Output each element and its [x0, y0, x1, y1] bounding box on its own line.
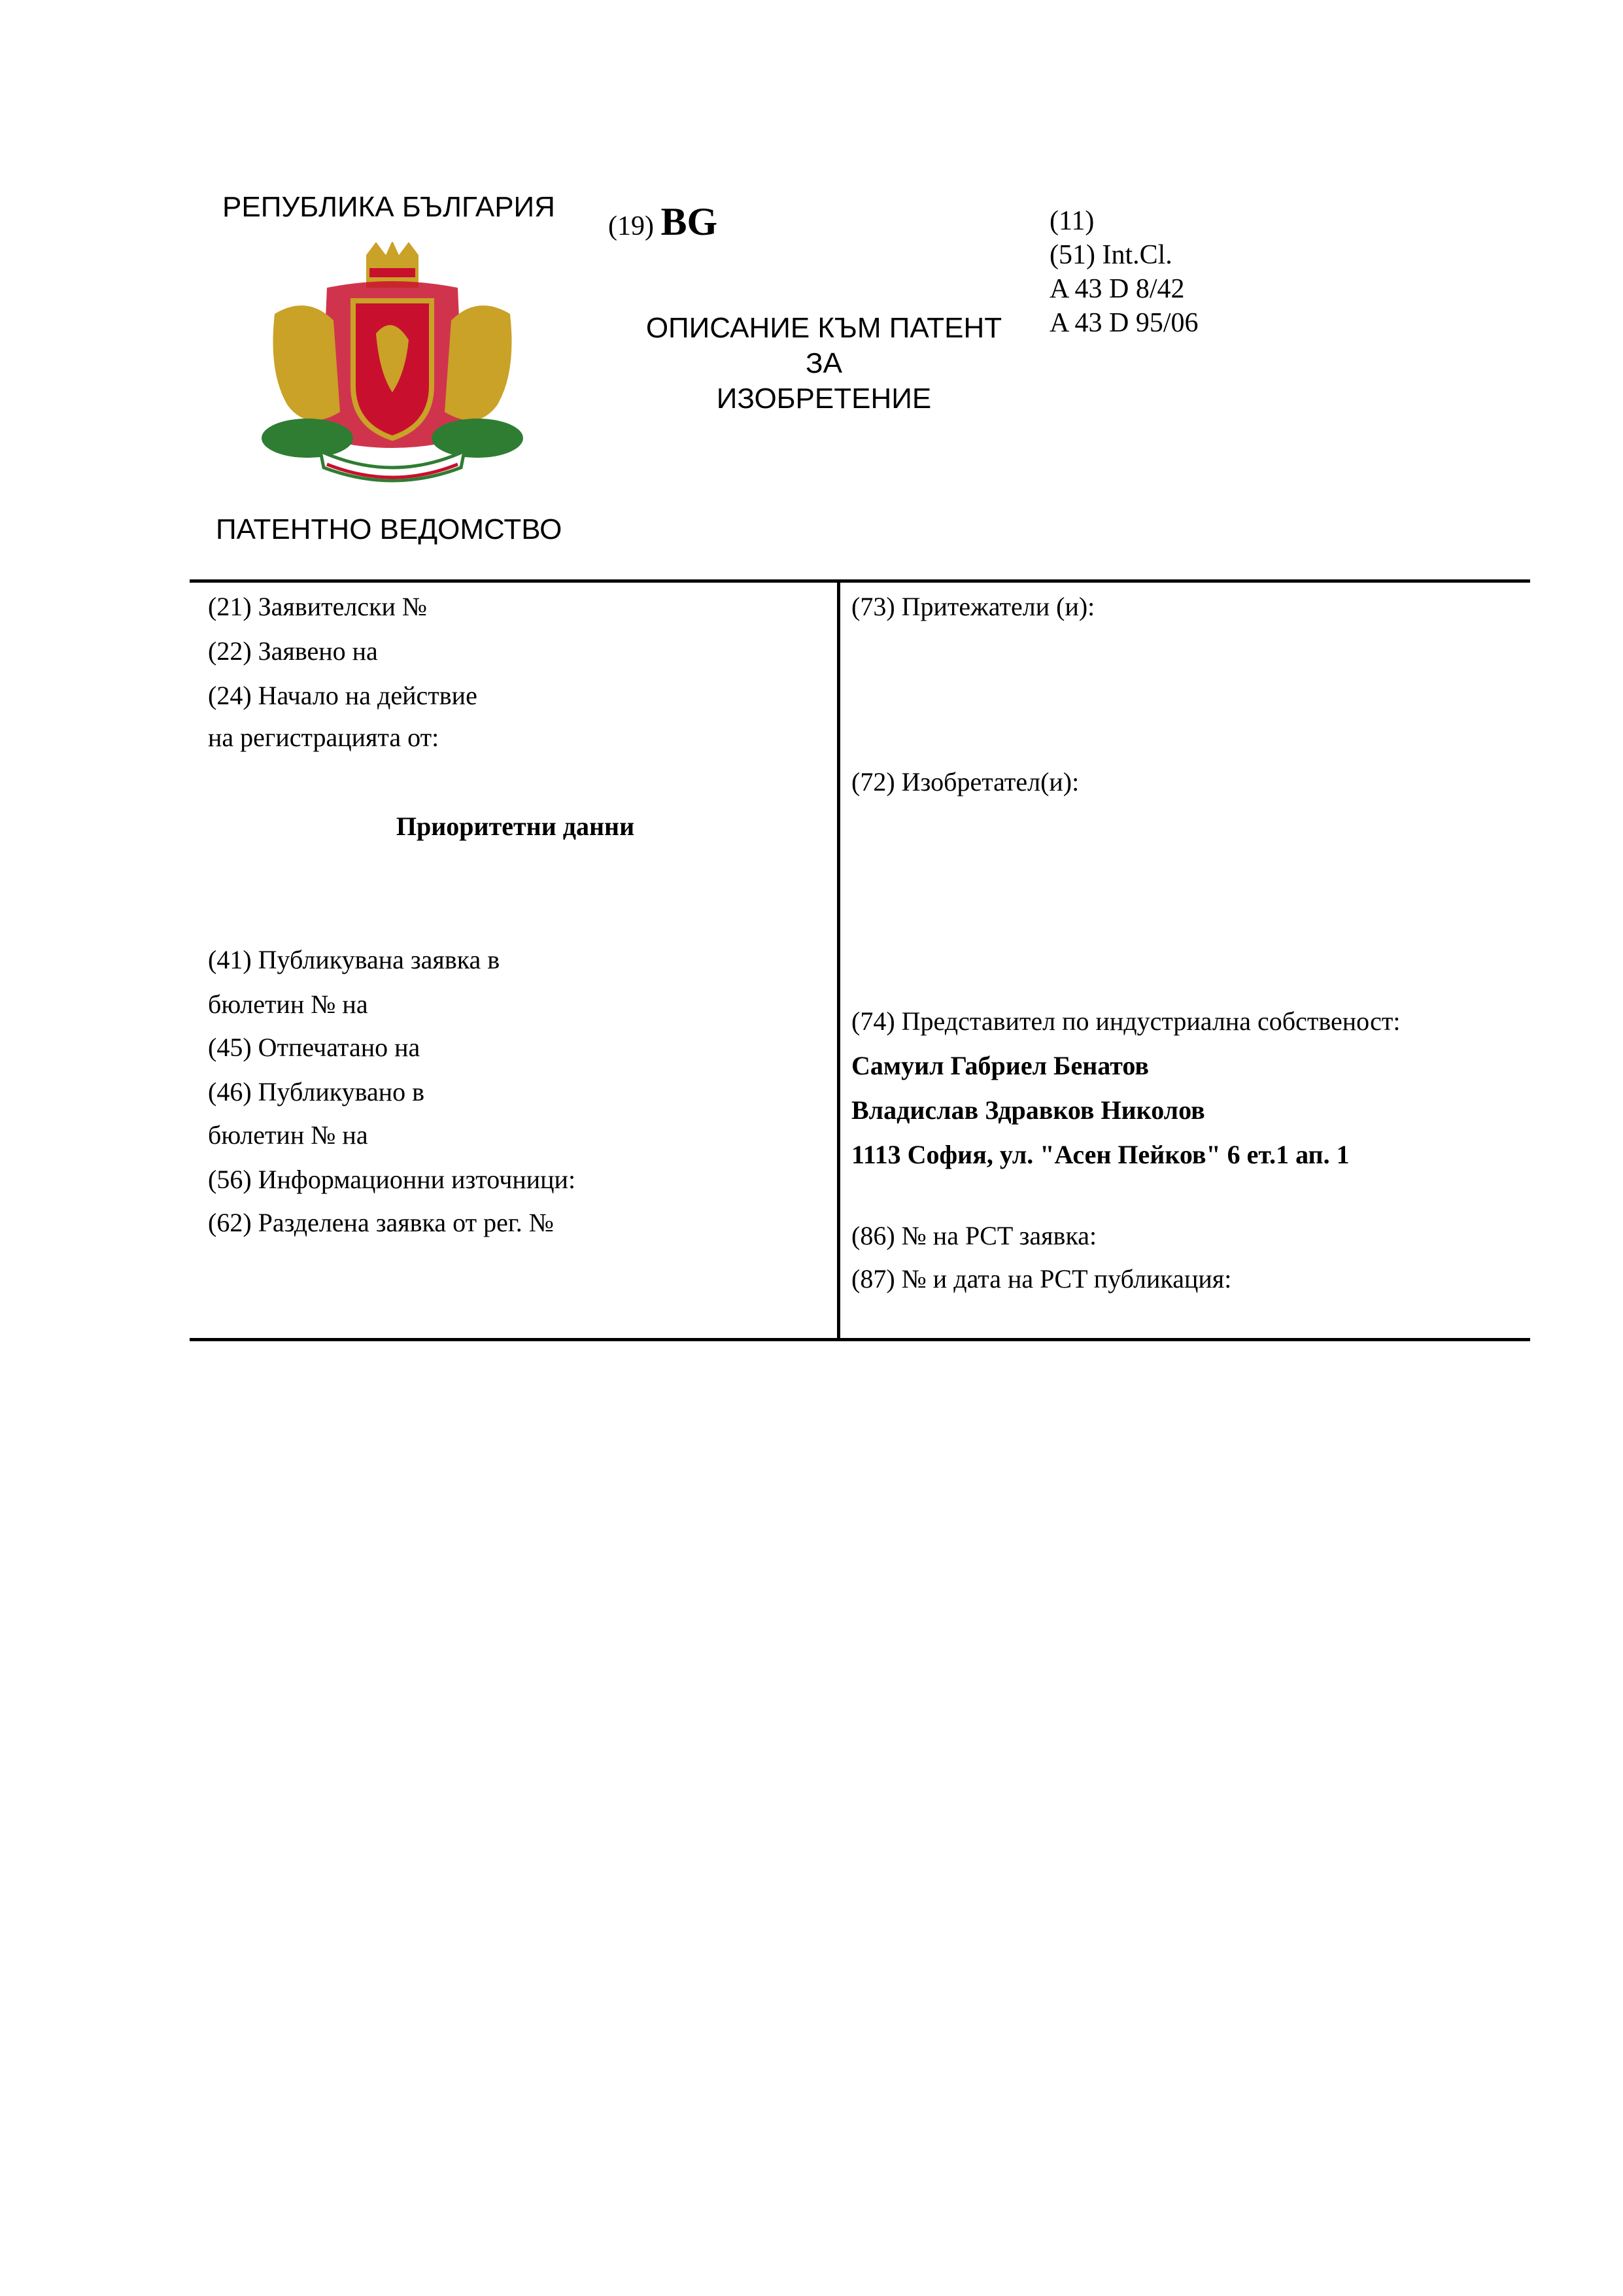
field-24-continued: на регистрацията от: — [208, 723, 439, 752]
field-86: (86) № на PCT заявка: — [851, 1221, 1097, 1250]
document-title-line2: ЗА — [806, 347, 842, 379]
country-name: РЕПУБЛИКА БЪЛГАРИЯ — [222, 191, 555, 223]
representative-address: 1113 София, ул. "Асен Пейков" 6 ет.1 ап. 1 — [851, 1140, 1350, 1169]
field-24: (24) Начало на действие — [208, 681, 477, 710]
field-74: (74) Представител по индустриална собственост: — [851, 1006, 1401, 1036]
field-56: (56) Информационни източници: — [208, 1165, 576, 1194]
field-46-continued: бюлетин № на — [208, 1120, 368, 1150]
table-bottom-rule — [190, 1338, 1530, 1341]
table-top-rule — [190, 579, 1530, 583]
document-title-line3: ИЗОБРЕТЕНИЕ — [716, 383, 932, 415]
field-45: (45) Отпечатано на — [208, 1033, 420, 1062]
classification-block — [1050, 204, 1199, 340]
coat-of-arms-icon — [248, 242, 536, 490]
representative-1: Самуил Габриел Бенатов — [851, 1051, 1149, 1080]
field-87: (87) № и дата на PCT публикация: — [851, 1264, 1232, 1294]
field-41-continued: бюлетин № на — [208, 989, 368, 1019]
country-code: BG — [660, 200, 718, 243]
document-title-line1: ОПИСАНИЕ КЪМ ПАТЕНТ — [645, 312, 1002, 344]
field-11: (11) — [1050, 206, 1095, 236]
field-19-label: (19) — [608, 211, 654, 241]
field-72: (72) Изобретател(и): — [851, 767, 1080, 797]
table-column-divider — [837, 579, 840, 1341]
field-22: (22) Заявено на — [208, 636, 378, 666]
field-46: (46) Публикувано в — [208, 1077, 424, 1106]
field-73: (73) Притежатели (и): — [851, 592, 1095, 621]
classification-code-2: A 43 D 95/06 — [1050, 308, 1199, 338]
country-code-field — [608, 199, 717, 245]
field-41: (41) Публикувана заявка в — [208, 945, 500, 974]
representative-2: Владислав Здравков Николов — [851, 1095, 1205, 1125]
document-title — [634, 311, 1014, 417]
field-21: (21) Заявителски № — [208, 592, 428, 621]
classification-code-1: A 43 D 8/42 — [1050, 274, 1185, 304]
priority-data-heading: Приоритетни данни — [396, 812, 635, 841]
field-62: (62) Разделена заявка от рег. № — [208, 1208, 554, 1237]
patent-office-name: ПАТЕНТНО ВЕДОМСТВО — [216, 513, 562, 545]
field-51-intcl: (51) Int.Cl. — [1050, 240, 1172, 270]
